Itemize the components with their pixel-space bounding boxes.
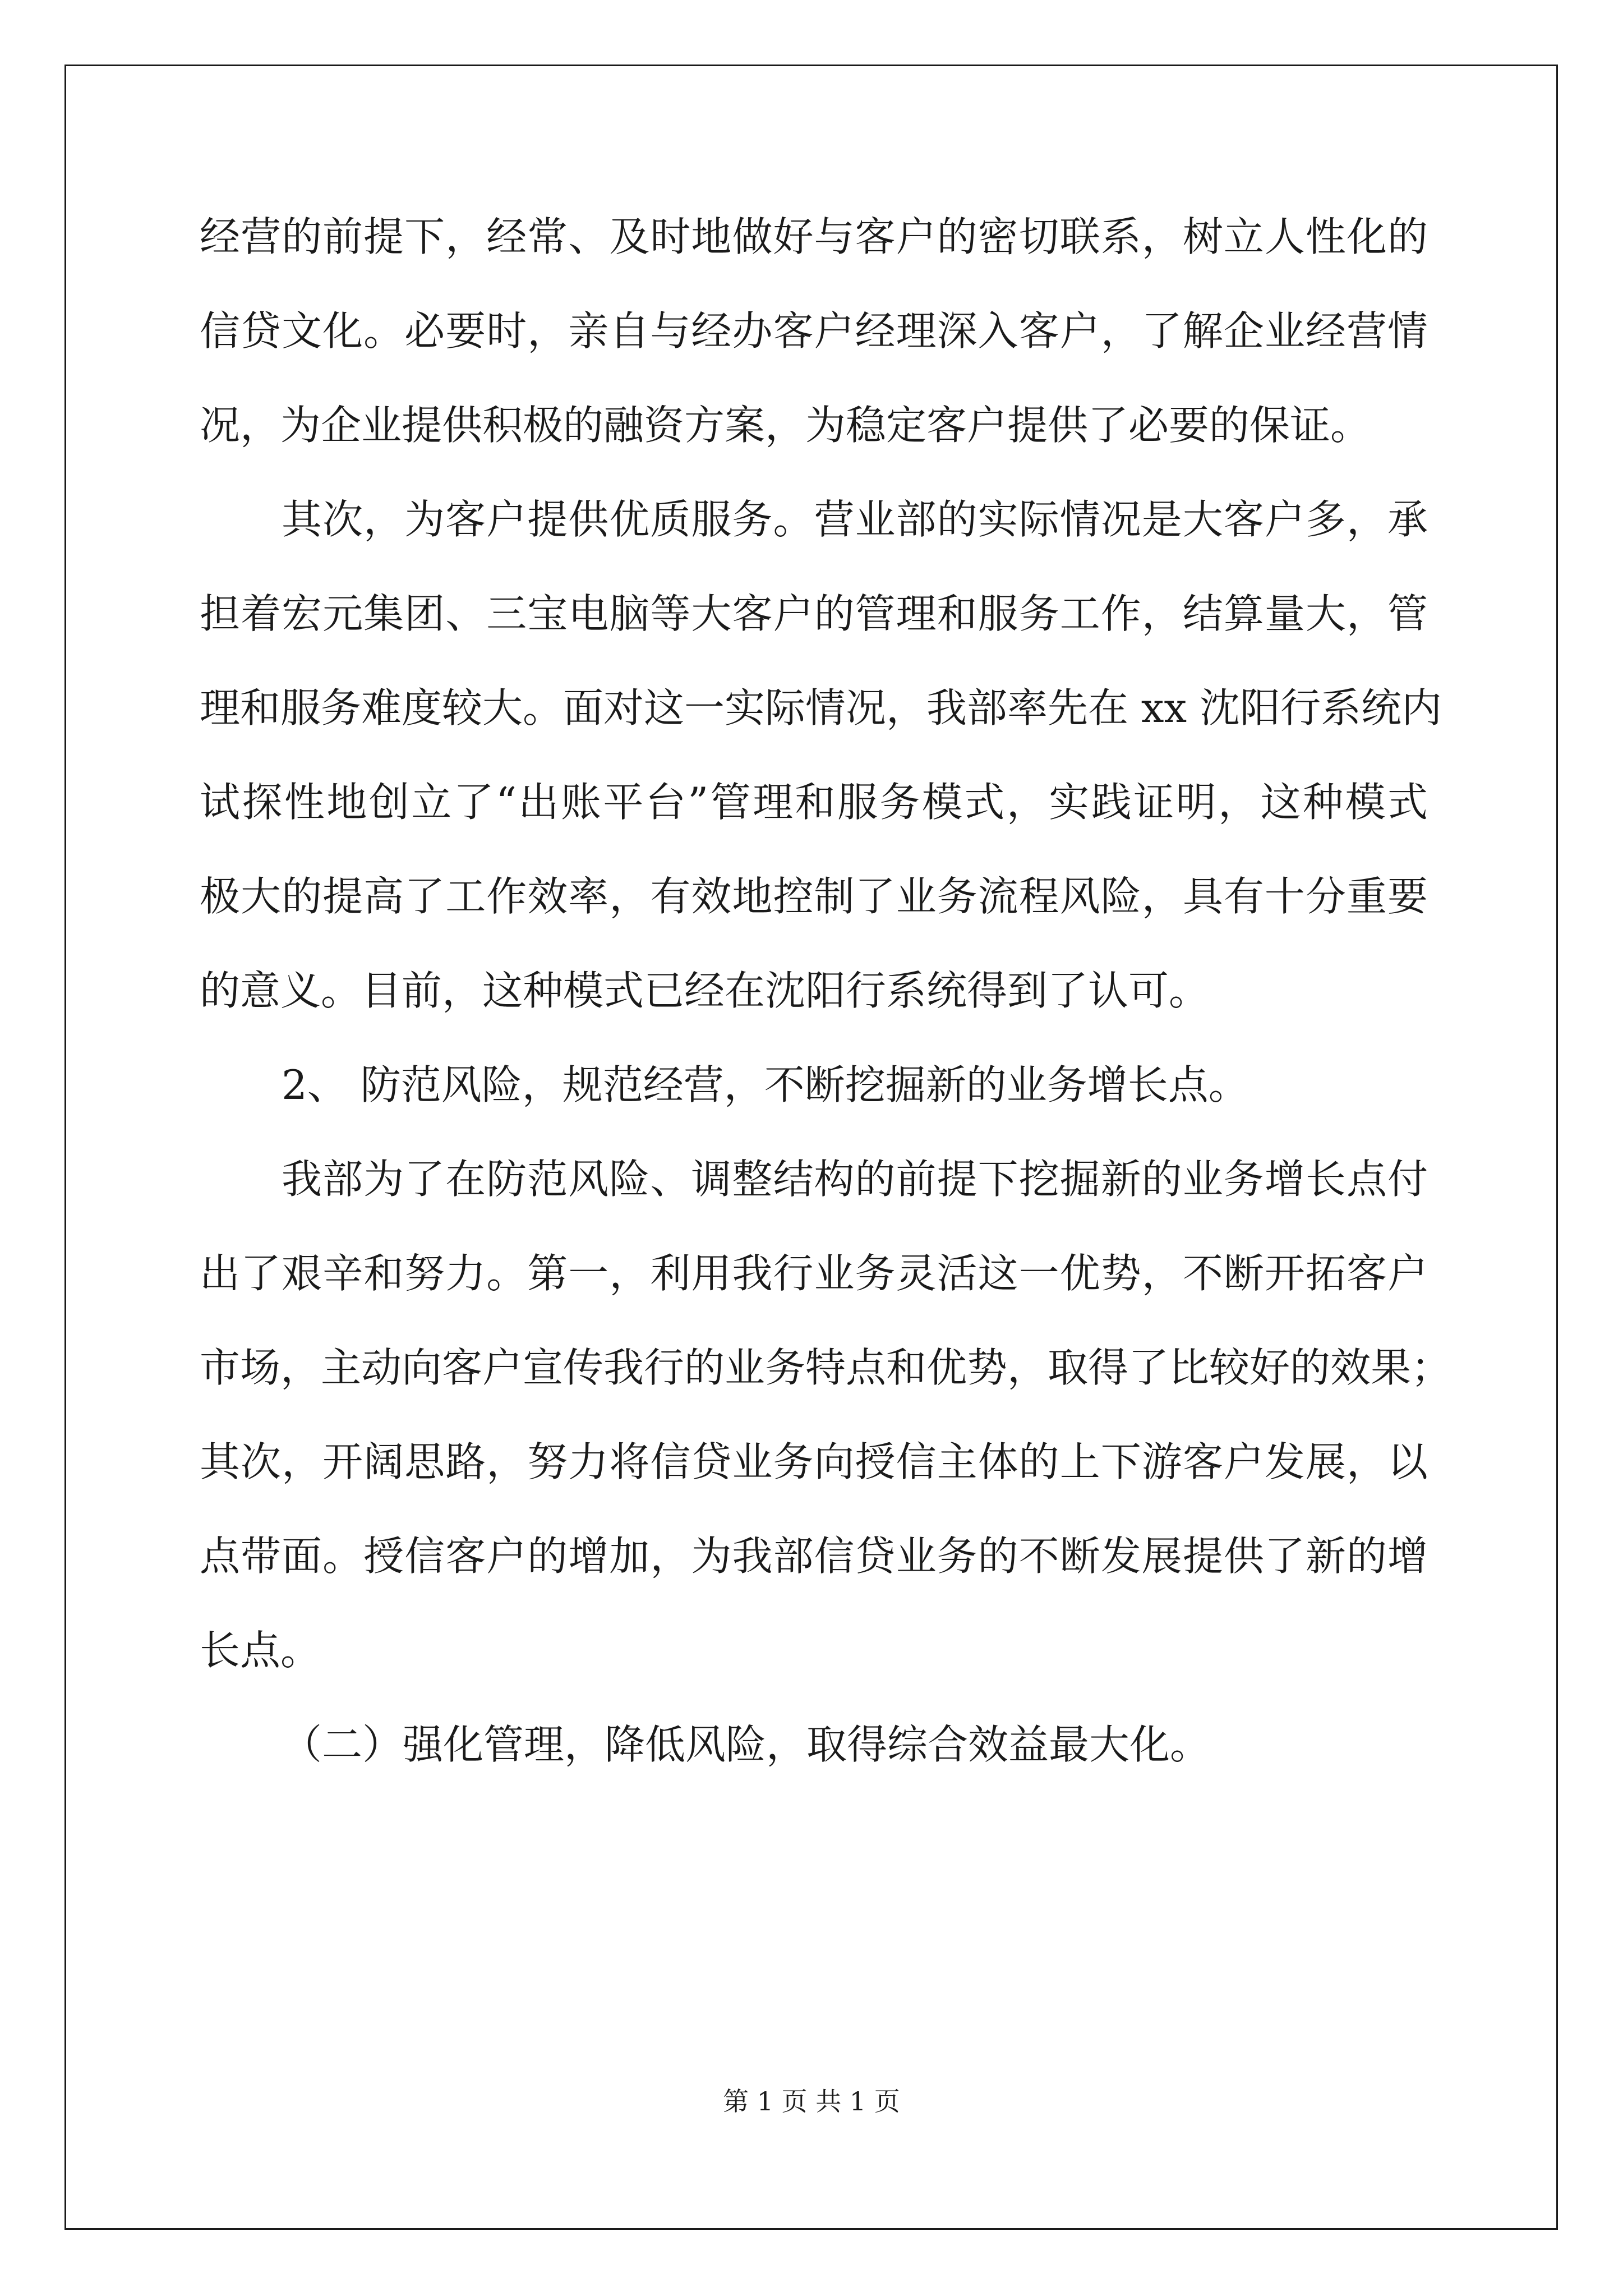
text-line: 其次，开阔思路，努力将信贷业务向授信主体的上下游客户发展，以	[200, 1438, 1428, 1485]
text-line: 信贷文化。必要时，亲自与经办客户经理深入客户，了解企业经营情	[200, 307, 1428, 355]
text-line: 担着宏元集团、三宝电脑等大客户的管理和服务工作，结算量大，管	[200, 590, 1428, 637]
text-line: 出了艰辛和努力。第一，利用我行业务灵活这一优势，不断开拓客户	[200, 1250, 1428, 1297]
text-line: 经营的前提下，经常、及时地做好与客户的密切联系，树立人性化的	[200, 213, 1428, 260]
text-line: 极大的提高了工作效率，有效地控制了业务流程风险，具有十分重要	[200, 873, 1428, 920]
text-line: 长点。	[200, 1627, 321, 1674]
text-line: 理和服务难度较大。面对这一实际情况，我部率先在 xx 沈阳行系统内	[200, 684, 1442, 731]
document-body	[200, 213, 1452, 1818]
page-footer: 第 1 页 共 1 页	[723, 2086, 900, 2116]
text-line: 况，为企业提供积极的融资方案，为稳定客户提供了必要的保证。	[200, 402, 1371, 449]
text-line: 的意义。目前，这种模式已经在沈阳行系统得到了认可。	[200, 967, 1210, 1014]
text-line: （二）强化管理，降低风险，取得综合效益最大化。	[282, 1721, 1211, 1768]
text-line: 我部为了在防范风险、调整结构的前提下挖掘新的业务增长点付	[282, 1156, 1428, 1203]
text-line: 其次，为客户提供优质服务。营业部的实际情况是大客户多，承	[282, 496, 1428, 543]
text-line: 市场，主动向客户宣传我行的业务特点和优势，取得了比较好的效果；	[200, 1344, 1452, 1391]
text-line: 点带面。授信客户的增加，为我部信贷业务的不断发展提供了新的增	[200, 1533, 1428, 1580]
text-line: 2、 防范风险，规范经营，不断挖掘新的业务增长点。	[282, 1061, 1249, 1108]
text-line: 试探性地创立了“出账平台”管理和服务模式，实践证明，这种模式	[200, 779, 1428, 826]
